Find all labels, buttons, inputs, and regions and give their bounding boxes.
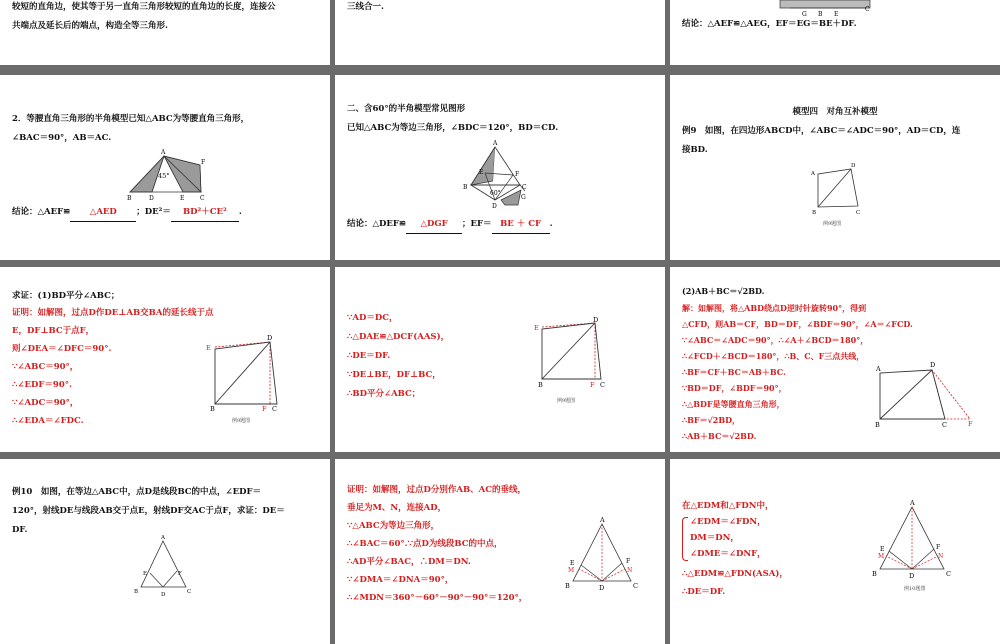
label-F: F [590, 381, 595, 389]
concl-prefix: 结论：△AEF≌ [12, 207, 71, 217]
label-C: C [946, 570, 951, 578]
label-D: D [930, 361, 936, 369]
slide10-line2: 120°，射线DE与线段AB交于点E，射线DF交AC于点F，求证：DE＝ [12, 506, 285, 516]
slide1-line2: 共端点及延长后的端点，构造全等三角形. [12, 21, 168, 31]
slide-7[interactable] [0, 267, 330, 452]
slide5-heading: 二、含60°的半角模型常见图形 [347, 104, 466, 114]
label-B: B [812, 210, 817, 216]
slide-8[interactable] [335, 267, 665, 452]
angle-60: 60° [490, 190, 501, 197]
slide-10[interactable] [0, 459, 330, 644]
slide7-proof-5: ∵∠ADC＝90°， [12, 398, 79, 408]
concl-prefix: 结论：△DEF≌ [347, 219, 407, 229]
slide11-proof-6: ∴∠MDN＝360°－60°－90°－90°＝120°， [347, 593, 528, 603]
label-C: C [600, 381, 605, 389]
slide12-c2: ∴DE＝DF. [682, 587, 726, 597]
slide5-given: 已知△ABC为等边三角形，∠BDC＝120°，BD＝CD. [347, 123, 559, 133]
label-F: F [936, 544, 941, 551]
label-A: A [161, 535, 165, 541]
label-G: G [521, 194, 526, 201]
label-A: A [910, 499, 915, 507]
label-N: N [938, 553, 944, 560]
label-C: C [187, 589, 192, 595]
slide7-figure [0, 267, 330, 452]
slide7-proof-0: 证明：如解图，过点D作DE⊥AB交BA的延长线于点 [12, 308, 214, 318]
slide-12[interactable] [670, 459, 1000, 644]
label-D: D [599, 584, 605, 592]
slide9-proof-0: 解：如解图，将△ABD绕点D逆时针旋转90°，得到 [682, 303, 867, 313]
answer-blank-2: BD²＋CE² [171, 203, 239, 222]
slide7-caption: 例9题图 [232, 418, 251, 424]
slide11-proof-5: ∵∠DMA＝∠DNA＝90°， [347, 575, 454, 585]
slide6-line2: 接BD. [682, 145, 708, 155]
label-A: A [161, 149, 166, 156]
slide5-conclusion: 结论：△DEF≌ △DGF ；EF＝ BE ＋ CF . [347, 215, 553, 234]
label-M: M [878, 553, 885, 560]
slide12-figure [670, 459, 1000, 644]
slide8-proof-2: ∴DE＝DF. [347, 351, 391, 361]
slide4-conclusion: 结论：△AEF≌ △AED ；DE²＝ BD²＋CE² . [12, 203, 242, 222]
slide-3[interactable] [670, 0, 1000, 65]
label-E: E [206, 344, 211, 352]
slide11-proof-4: ∴AD平分∠BAC，∴DM＝DN. [347, 557, 471, 567]
label-B: B [127, 195, 132, 202]
label-N: N [627, 567, 633, 574]
label-E: E [880, 546, 885, 553]
slide-5[interactable] [335, 75, 665, 260]
label-C: C [633, 582, 638, 590]
slide8-figure [335, 267, 665, 452]
label-B: B [872, 570, 877, 578]
slide12-sys-1: DM＝DN， [690, 533, 739, 543]
slide-2[interactable] [335, 0, 665, 65]
label-B: B [134, 589, 139, 595]
slide10-line1: 例10 如图，在等边△ABC中，点D是线段BC的中点，∠EDF＝ [12, 487, 262, 497]
slide11-proof-2: ∵△ABC为等边三角形， [347, 521, 440, 531]
slide7-proof-1: E，DF⊥BC于点F， [12, 326, 95, 336]
slide-4[interactable] [0, 75, 330, 260]
slide8-proof-1: ∴△DAE≌△DCF(AAS)， [347, 332, 450, 342]
label-D: D [161, 592, 166, 598]
slide6-title: 模型四 对角互补模型 [792, 107, 878, 117]
slide10-figure [0, 459, 330, 644]
slide8-proof-3: ∵DE⊥BE，DF⊥BC， [347, 370, 441, 380]
slide12-c1: ∴△EDM≌△FDN(ASA)， [682, 569, 788, 579]
slide11-figure [335, 459, 665, 644]
slide12-intro: 在△EDM和△FDN中， [682, 501, 774, 511]
label-B: B [565, 582, 570, 590]
slide12-sys-2: ∠DME＝∠DNF， [690, 549, 766, 559]
label-C: C [856, 210, 861, 216]
label-F: F [178, 571, 182, 577]
slide12-sys-0: ∠EDM＝∠FDN， [690, 517, 766, 527]
slide10-line3: DF. [12, 525, 28, 535]
slide9-proof-7: ∴BF＝√2BD， [682, 415, 741, 425]
label-E: E [143, 571, 148, 577]
concl-mid: ；EF＝ [462, 219, 492, 229]
label-C: C [272, 405, 277, 413]
answer-blank-1: △AED [70, 203, 136, 222]
label-D: D [593, 316, 599, 324]
label-A: A [876, 365, 881, 373]
slide9-proof-5: ∵BD＝DF，∠BDF＝90°， [682, 383, 787, 393]
slide9-figure [670, 267, 1000, 452]
slide7-proof-6: ∴∠EDA＝∠FDC. [12, 416, 84, 426]
slide9-proof-4: ∴BF＝CF＋BC＝AB＋BC. [682, 367, 786, 377]
slide9-proof-8: ∴AB＋BC＝√2BD. [682, 431, 757, 441]
slide6-figure [670, 75, 1000, 260]
slide9-proof-1: △CFD，则AB＝CF，BD＝DF，∠BDF＝90°，∠A＝∠FCD. [682, 319, 913, 329]
label-C: C [865, 6, 870, 13]
label-M: M [568, 567, 575, 574]
concl-mid: ；DE²＝ [136, 207, 171, 217]
slide6-caption: 例9题图 [823, 221, 842, 227]
answer-blank-1: △DGF [406, 215, 462, 234]
slide3-conclusion: 结论：△AEF≌△AEG，EF＝EG＝BE＋DF. [682, 19, 857, 29]
slide7-proof-2: 则∠DEA＝∠DFC＝90°. [12, 344, 112, 354]
label-A: A [600, 516, 605, 524]
slide2-line1: 三线合一. [347, 2, 384, 12]
label-D: D [267, 334, 273, 342]
label-D: D [909, 572, 915, 580]
label-E: E [570, 560, 575, 567]
label-G: G [802, 11, 807, 18]
label-F: F [201, 159, 206, 166]
label-C: C [942, 421, 947, 429]
slide11-proof-0: 证明：如解图，过点D分别作AB、AC的垂线， [347, 485, 527, 495]
slide7-proof-3: ∵∠ABC＝90°， [12, 362, 79, 372]
label-E: E [180, 195, 185, 202]
slide-11[interactable] [335, 459, 665, 644]
slide8-caption: 例9题图 [557, 398, 576, 404]
slide9-proof-3: ∴∠FCD＋∠BCD＝180°，∴B、C、F三点共线， [682, 351, 865, 361]
slide-6[interactable] [670, 75, 1000, 260]
slide11-proof-1: 垂足为M、N，连接AD， [347, 503, 447, 513]
slide7-proof-4: ∴∠EDF＝90°. [12, 380, 72, 390]
label-F: F [262, 405, 267, 413]
slide9-proof-6: ∴△BDF是等腰直角三角形， [682, 399, 785, 409]
slide8-proof-4: ∴BD平分∠ABC； [347, 389, 421, 399]
label-D: D [149, 195, 154, 202]
label-B: B [818, 11, 823, 18]
label-C: C [522, 184, 527, 191]
slide6-line1: 例9 如图，在四边形ABCD中，∠ABC＝∠ADC＝90°，AD＝CD，连 [682, 126, 961, 136]
label-F: F [626, 558, 631, 565]
slide9-proof-2: ∵∠ABC＝∠ADC＝90°，∴∠A＋∠BCD＝180°， [682, 335, 869, 345]
label-D: D [851, 163, 856, 169]
slide4-given: ∠BAC＝90°，AB＝AC. [12, 133, 112, 143]
label-E: E [834, 11, 839, 18]
label-F: F [515, 171, 520, 178]
slide7-question: 求证：(1)BD平分∠ABC； [12, 291, 120, 301]
slide4-heading: 2．等腰直角三角形的半角模型已知△ABC为等腰直角三角形， [12, 114, 250, 124]
label-F: F [968, 420, 973, 428]
label-E: E [479, 169, 484, 176]
slide-9[interactable] [670, 267, 1000, 452]
slide9-question: (2)AB＋BC＝√2BD. [682, 286, 765, 296]
label-E: E [534, 324, 539, 332]
slide12-caption: 例10题图 [904, 586, 926, 592]
angle-45: 45° [158, 172, 170, 180]
slide4-figure [0, 75, 330, 260]
label-B: B [210, 405, 215, 413]
label-C: C [200, 195, 205, 202]
slide11-proof-3: ∴∠BAC＝60°.∵点D为线段BC的中点， [347, 539, 503, 549]
label-B: B [463, 184, 468, 191]
slide8-proof-0: ∵AD＝DC， [347, 313, 398, 323]
slide-1[interactable] [0, 0, 330, 65]
slide1-line1: 较短的直角边，使其等于另一直角三角形较短的直角边的长度，连接公 [12, 2, 276, 12]
answer-blank-2: BE ＋ CF [492, 215, 550, 234]
label-B: B [538, 381, 543, 389]
label-D: D [492, 203, 497, 210]
label-B: B [875, 421, 880, 429]
label-A: A [493, 140, 498, 147]
label-A: A [811, 171, 815, 177]
